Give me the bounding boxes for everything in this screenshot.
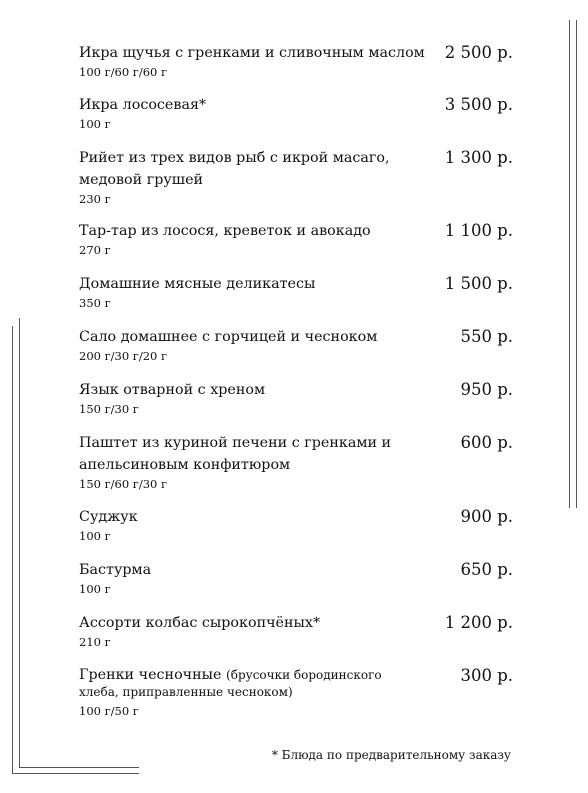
- item-weight: 100 г: [79, 582, 111, 596]
- item-weight: 210 г: [79, 635, 111, 649]
- item-weight: 200 г/30 г/20 г: [79, 349, 168, 363]
- item-weight: 230 г: [79, 192, 111, 206]
- item-name: Паштет из куриной печени с гренками и апельсиновым конфитюром: [79, 435, 392, 473]
- item-description: (брусочки бородинского хлеба, приправленные чесноком): [79, 668, 382, 699]
- item-name: Суджук: [79, 509, 138, 525]
- frame-left-outer: [12, 326, 13, 773]
- frame-bottom-outer: [12, 773, 139, 774]
- menu-list: [79, 42, 513, 719]
- menu-item: [79, 94, 513, 147]
- item-weight: 350 г: [79, 296, 111, 310]
- item-weight: 150 г/60 г/30 г: [79, 477, 168, 491]
- item-name: Икра лососевая*: [79, 97, 207, 113]
- item-name: Язык отварной с хреном: [79, 382, 266, 398]
- menu-item: [79, 432, 513, 506]
- item-name: Сало домашнее с горчицей и чесноком: [79, 329, 378, 345]
- menu-item: [79, 379, 513, 432]
- menu-item: [79, 147, 513, 220]
- frame-bottom-inner: [19, 767, 139, 768]
- menu-item: [79, 665, 513, 719]
- item-weight: 100 г: [79, 117, 111, 131]
- item-weight: 100 г/50 г: [79, 704, 139, 718]
- item-price: 1 100 р.: [444, 221, 513, 240]
- item-weight: 100 г: [79, 529, 111, 543]
- item-price: 900 р.: [460, 507, 513, 526]
- item-weight: 150 г/30 г: [79, 402, 139, 416]
- item-price: 600 р.: [460, 433, 513, 452]
- item-price: 3 500 р.: [444, 95, 513, 114]
- menu-item: [79, 42, 513, 94]
- item-price: 650 р.: [460, 560, 513, 579]
- item-name: Икра щучья с гренками и сливочным маслом: [79, 45, 425, 61]
- footnote: * Блюда по предварительному заказу: [271, 748, 511, 762]
- menu-item: [79, 506, 513, 559]
- item-price: 550 р.: [460, 327, 513, 346]
- item-name: Тар-тар из лосося, креветок и авокадо: [79, 223, 371, 239]
- item-price: 1 300 р.: [444, 148, 513, 167]
- item-price: 950 р.: [460, 380, 513, 399]
- menu-item: [79, 326, 513, 379]
- frame-left-inner: [19, 318, 20, 768]
- frame-right-inner: [569, 20, 570, 508]
- item-name: Ассорти колбас сырокопчёных*: [79, 615, 321, 631]
- menu-item: [79, 559, 513, 612]
- item-name: Домашние мясные деликатесы: [79, 276, 316, 292]
- item-name: Рийет из трех видов рыб с икрой масаго, медовой грушей: [79, 150, 390, 188]
- item-weight: 270 г: [79, 243, 111, 257]
- item-name: Бастурма: [79, 562, 152, 578]
- frame-right-outer: [576, 20, 577, 508]
- item-price: 1 500 р.: [444, 274, 513, 293]
- item-price: 2 500 р.: [444, 43, 513, 62]
- item-price: 1 200 р.: [444, 613, 513, 632]
- menu-item: [79, 220, 513, 273]
- menu-item: [79, 273, 513, 326]
- item-name: Гренки чесночные (брусочки бородинского хлеба, приправленные чесноком): [79, 667, 382, 699]
- item-weight: 100 г/60 г/60 г: [79, 65, 168, 79]
- menu-item: [79, 612, 513, 665]
- item-price: 300 р.: [460, 666, 513, 685]
